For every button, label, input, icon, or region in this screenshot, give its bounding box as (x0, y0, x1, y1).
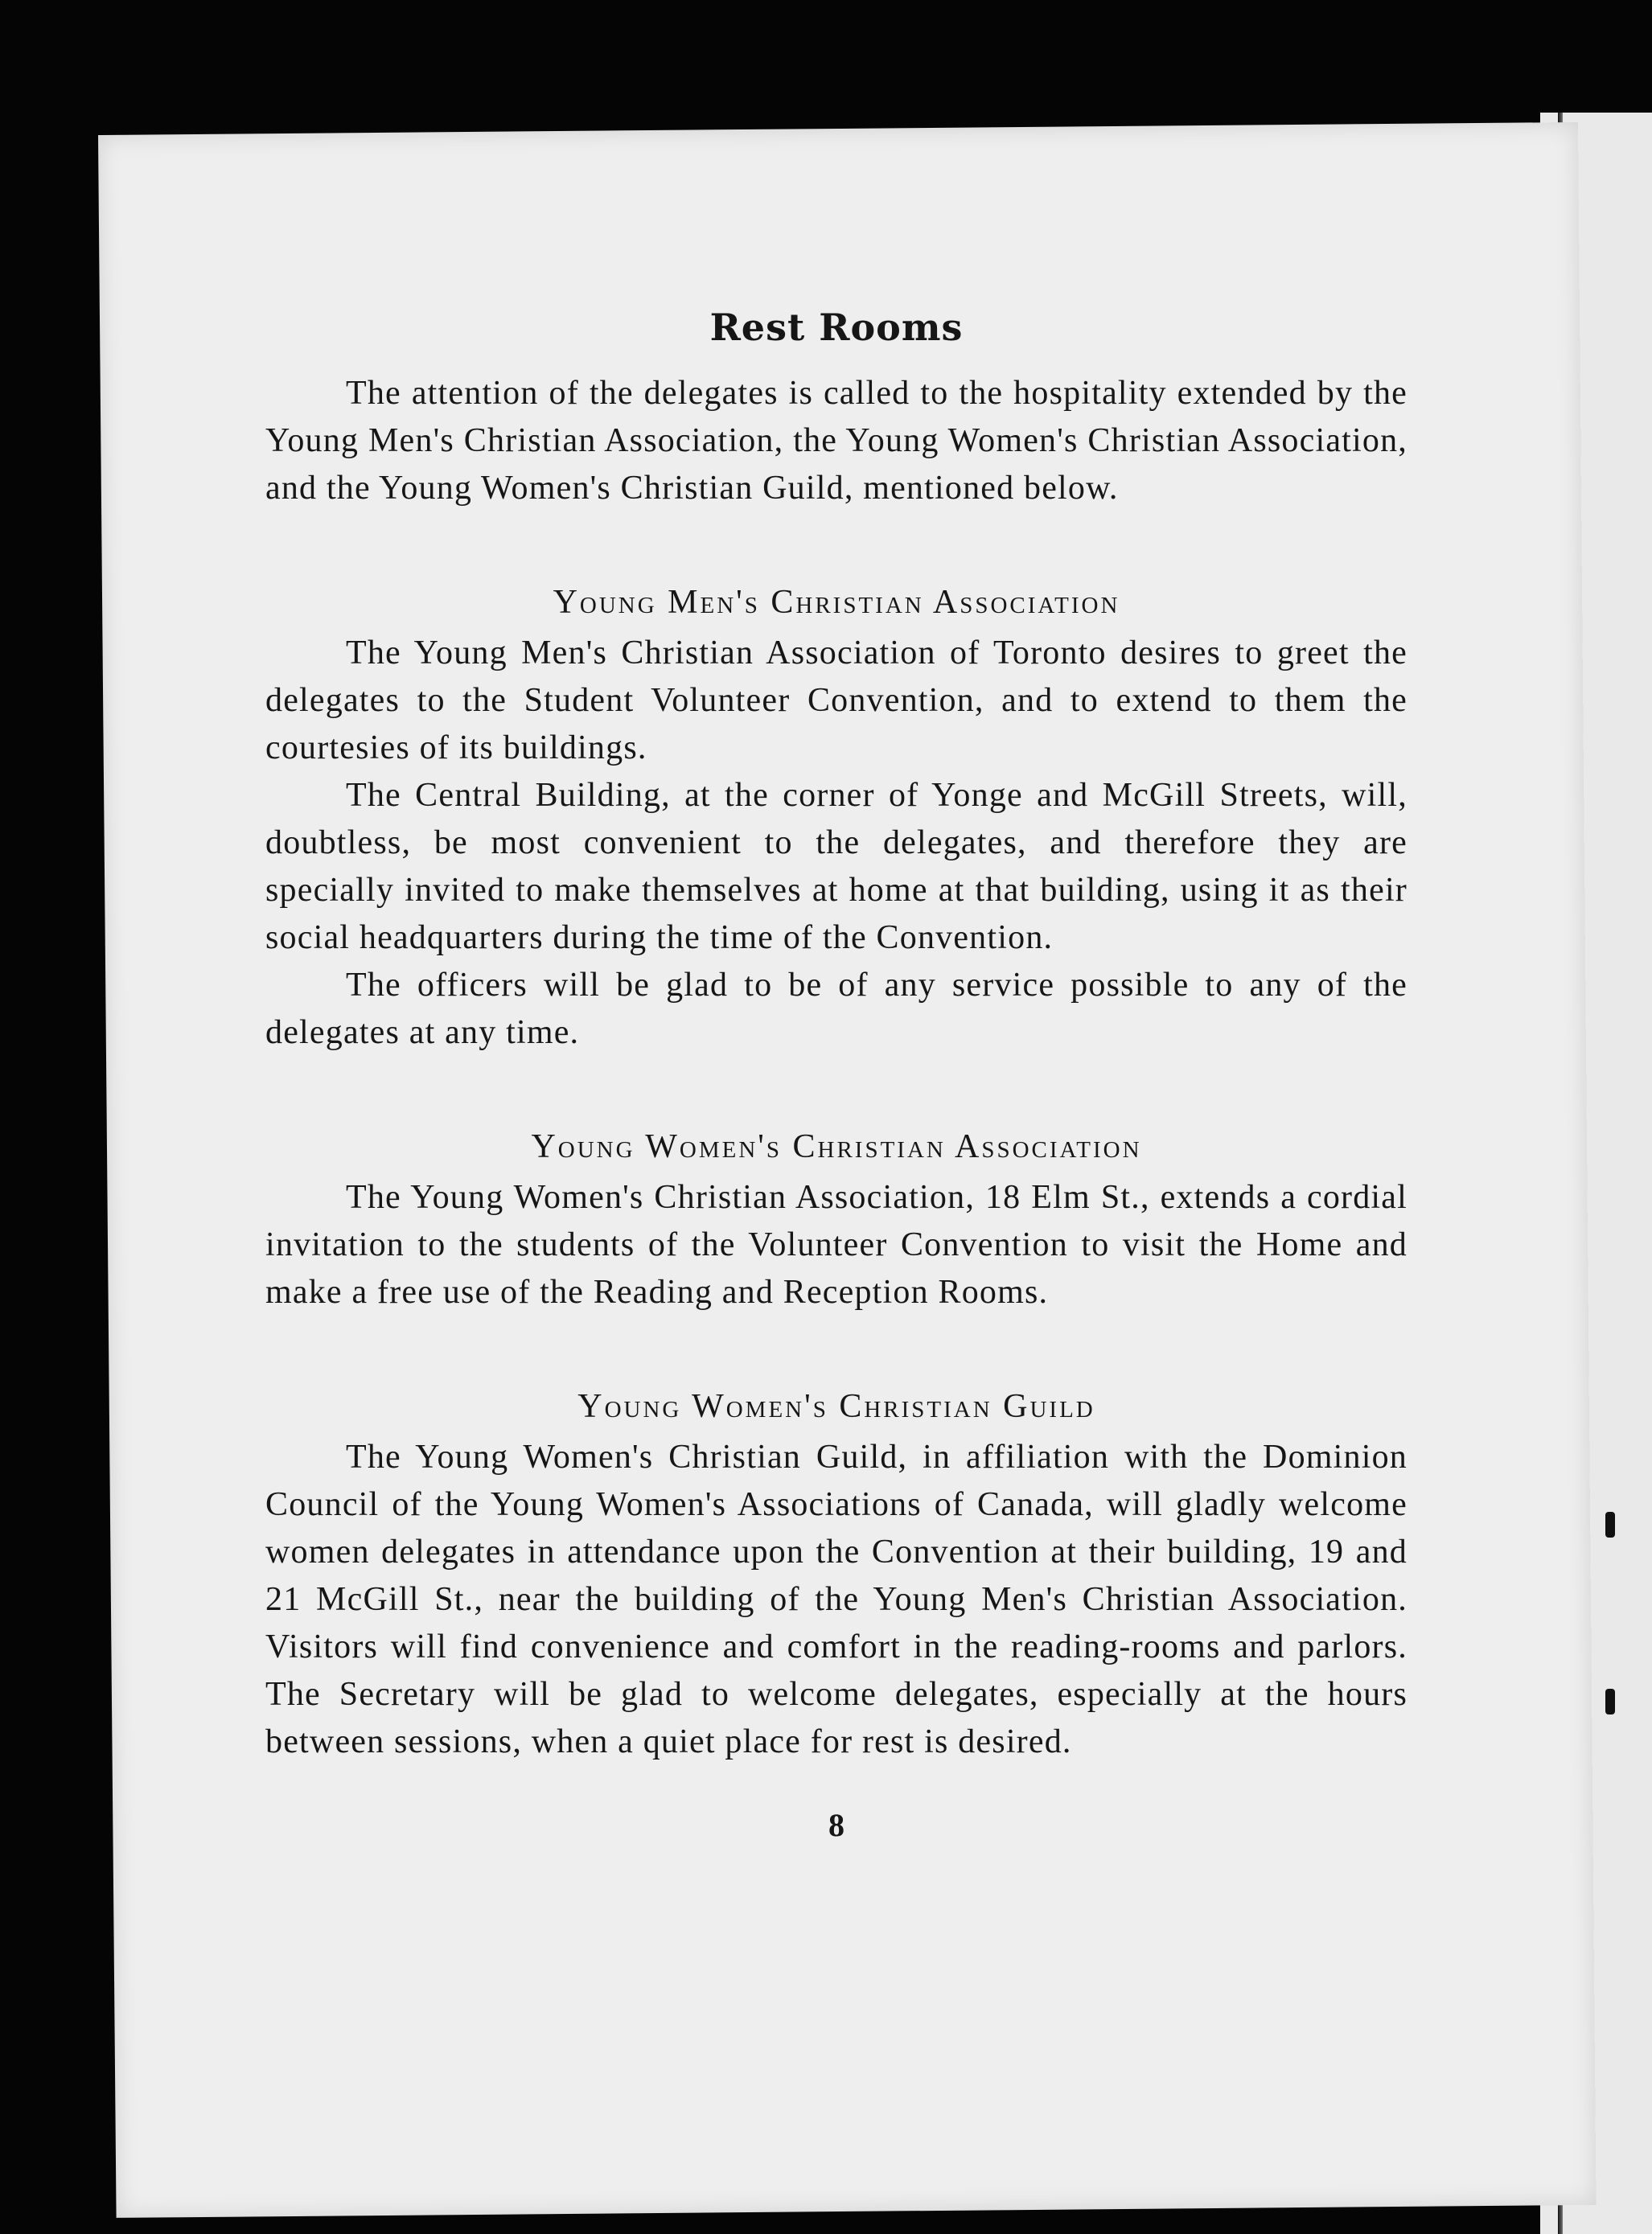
ymca-paragraph: The officers will be glad to be of any service possible to any of the delegates at any time. (265, 967, 1407, 1051)
binding-mark (1605, 1512, 1615, 1538)
intro-paragraph: The attention of the delegates is called to the hospitality extended by the Young Men's Christian Association, the Young Women's Christian Association, and the Young Women's Christian Guild, mentioned below. (265, 375, 1407, 507)
ywca-paragraph: The Young Women's Christian Association, 18 Elm St., extends a cordial invitation to the students of the Volunteer Convention to visit the Home and make a free use of the Reading and Reception Rooms. (265, 1179, 1407, 1311)
section-title-ywca: Young Women's Christian Association (531, 1128, 1142, 1165)
ymca-paragraph: The Young Men's Christian Association of Toronto desires to greet the delegates to the Student Volunteer Convention, and to extend to them the courtesies of its buildings. (265, 634, 1407, 766)
ymca-paragraph: The Central Building, at the corner of Yonge and McGill Streets, will, doubtless, be most convenient to the delegates, and therefore they are specially invited to make themselves at home at that building, using it as their social headquarters during the time of the Convention. (265, 777, 1407, 956)
page-text (265, 161, 1407, 1844)
binding-mark (1605, 1689, 1615, 1715)
ywcg-paragraph: The Young Women's Christian Guild, in affiliation with the Dominion Council of the Young Women's Associations of Canada, will gladly welcome women delegates in attendance upon the Convention at their building, 19 and 21 McGill St., near the building of the Young Men's Christian Association. Visitors will find convenience and comfort in the reading-rooms and parlors. The Secretary will be glad to welcome delegates, especially at the hours between sessions, when a quiet place for rest is desired. (265, 1439, 1407, 1760)
page-heading: Rest Rooms (709, 306, 964, 349)
section-title-ymca: Young Men's Christian Association (553, 584, 1120, 621)
section-title-ywcg: Young Women's Christian Guild (577, 1388, 1095, 1425)
page-number: 8 (828, 1807, 844, 1843)
